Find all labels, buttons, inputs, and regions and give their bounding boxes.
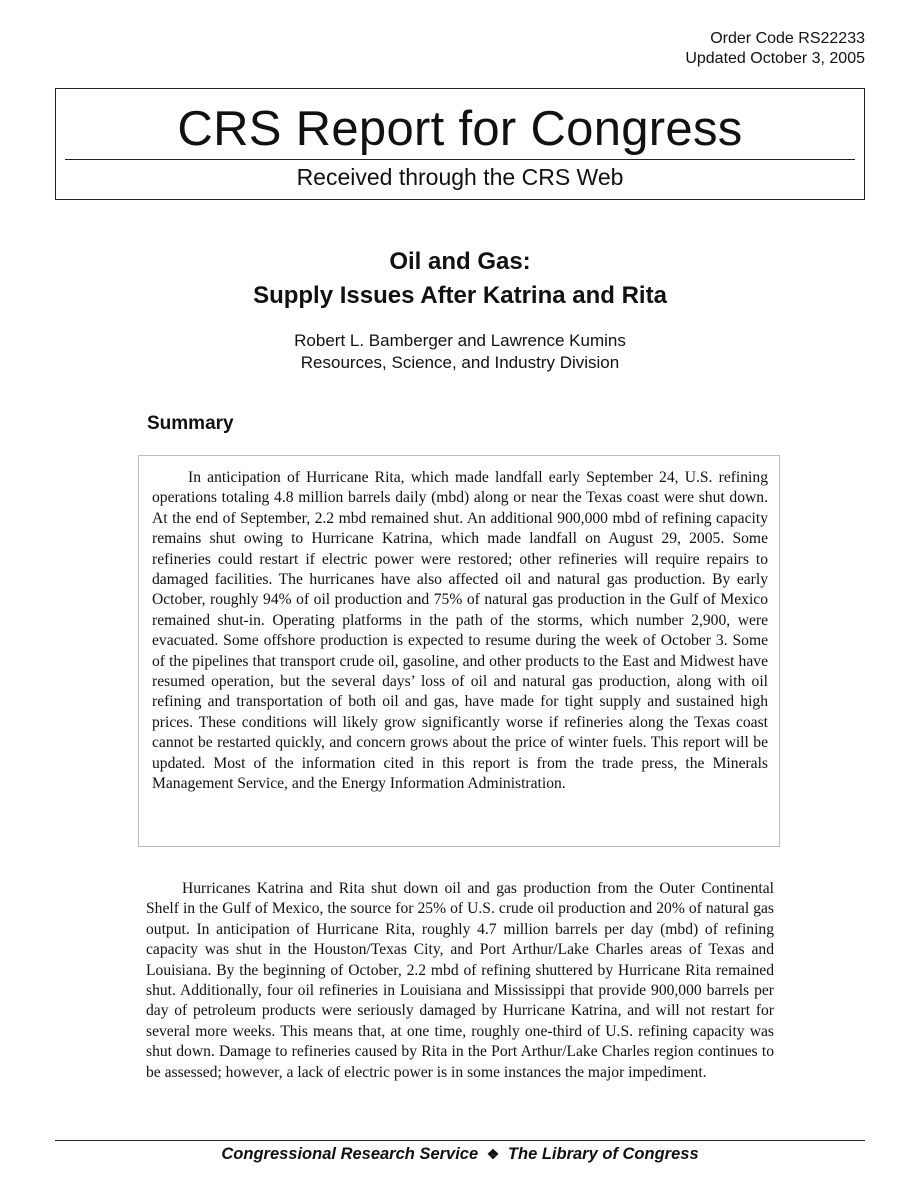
masthead-title: CRS Report for Congress: [177, 102, 743, 156]
report-title: [0, 245, 920, 313]
footer-loc: The Library of Congress: [507, 1145, 699, 1163]
footer-rule: [55, 1140, 865, 1141]
updated-date: Updated October 3, 2005: [685, 50, 865, 67]
report-title-line1: Oil and Gas:: [389, 248, 531, 275]
summary-heading: Summary: [147, 413, 234, 434]
authors: Robert L. Bamberger and Lawrence Kumins: [294, 331, 626, 350]
body-text: [146, 879, 774, 1083]
order-info: [685, 29, 865, 69]
summary-text: In anticipation of Hurricane Rita, which made landfall early September 24, U.S. refining operations totaling 4.8 million barrels daily (mbd) along or near the Texas coast were shut down. At the end of September, 2.2 mbd remained shut. An additional 900,000 mbd of refining capacity remains shut owing to Hurricane Katrina, which made landfall on August 29, 2005. Some refineries could restart if electric power were restored; other refineries will require repairs to damaged facilities. The hurricanes have also affected oil and natural gas production. By early October, roughly 94% of oil production and 75% of natural gas production in the Gulf of Mexico remained shut-in. Operating platforms in the path of the storms, which number 2,900, were evacuated. Some offshore production is expected to resume during the week of October 3. Some of the pipelines that transport crude oil, gasoline, and other products to the East and Midwest have resumed operation, but the several days’ loss of oil and natural gas production, along with oil refining and transportation of both oil and gas, have made for tight supply and sustained high prices. These conditions will likely grow significantly worse if refineries along the Texas coast cannot be restarted quickly, and concern grows about the price of winter fuels. This report will be updated. Most of the information cited in this report is from the trade press, the Minerals Management Service, and the Energy Information Administration.: [152, 469, 768, 793]
footer: [0, 1143, 920, 1165]
body-paragraph-1: Hurricanes Katrina and Rita shut down oil and gas production from the Outer Continental Shelf in the Gulf of Mexico, the source for 25% of U.S. crude oil production and 20% of natural gas output. In anticipation of Hurricane Rita, roughly 4.7 million barrels per day (mbd) of refining capacity was shut in the Houston/Texas City, and Port Arthur/Lake Charles areas of Texas and Louisiana. By the beginning of October, 2.2 mbd of refining shuttered by Hurricane Rita remained shut. Additionally, four oil refineries in Louisiana and Mississippi that provide 900,000 barrels per day of petroleum products were seriously damaged by Hurricane Katrina, and will not restart for several more weeks. This means that, at one time, roughly one-third of U.S. refining capacity was shut down. Damage to refineries caused by Rita in the Port Arthur/Lake Charles region continues to be assessed; however, a lack of electric power is in some instances the major impediment.: [146, 880, 774, 1081]
masthead-rule: [65, 159, 855, 160]
footer-separator-icon: ❖: [486, 1146, 500, 1162]
order-code: Order Code RS22233: [710, 30, 865, 47]
summary-box: [138, 455, 780, 847]
footer-crs: Congressional Research Service: [221, 1145, 479, 1163]
report-title-line2: Supply Issues After Katrina and Rita: [253, 282, 667, 309]
masthead: [55, 88, 865, 200]
masthead-subtitle: Received through the CRS Web: [296, 164, 624, 190]
authors-block: [0, 330, 920, 374]
division: Resources, Science, and Industry Division: [300, 353, 620, 372]
